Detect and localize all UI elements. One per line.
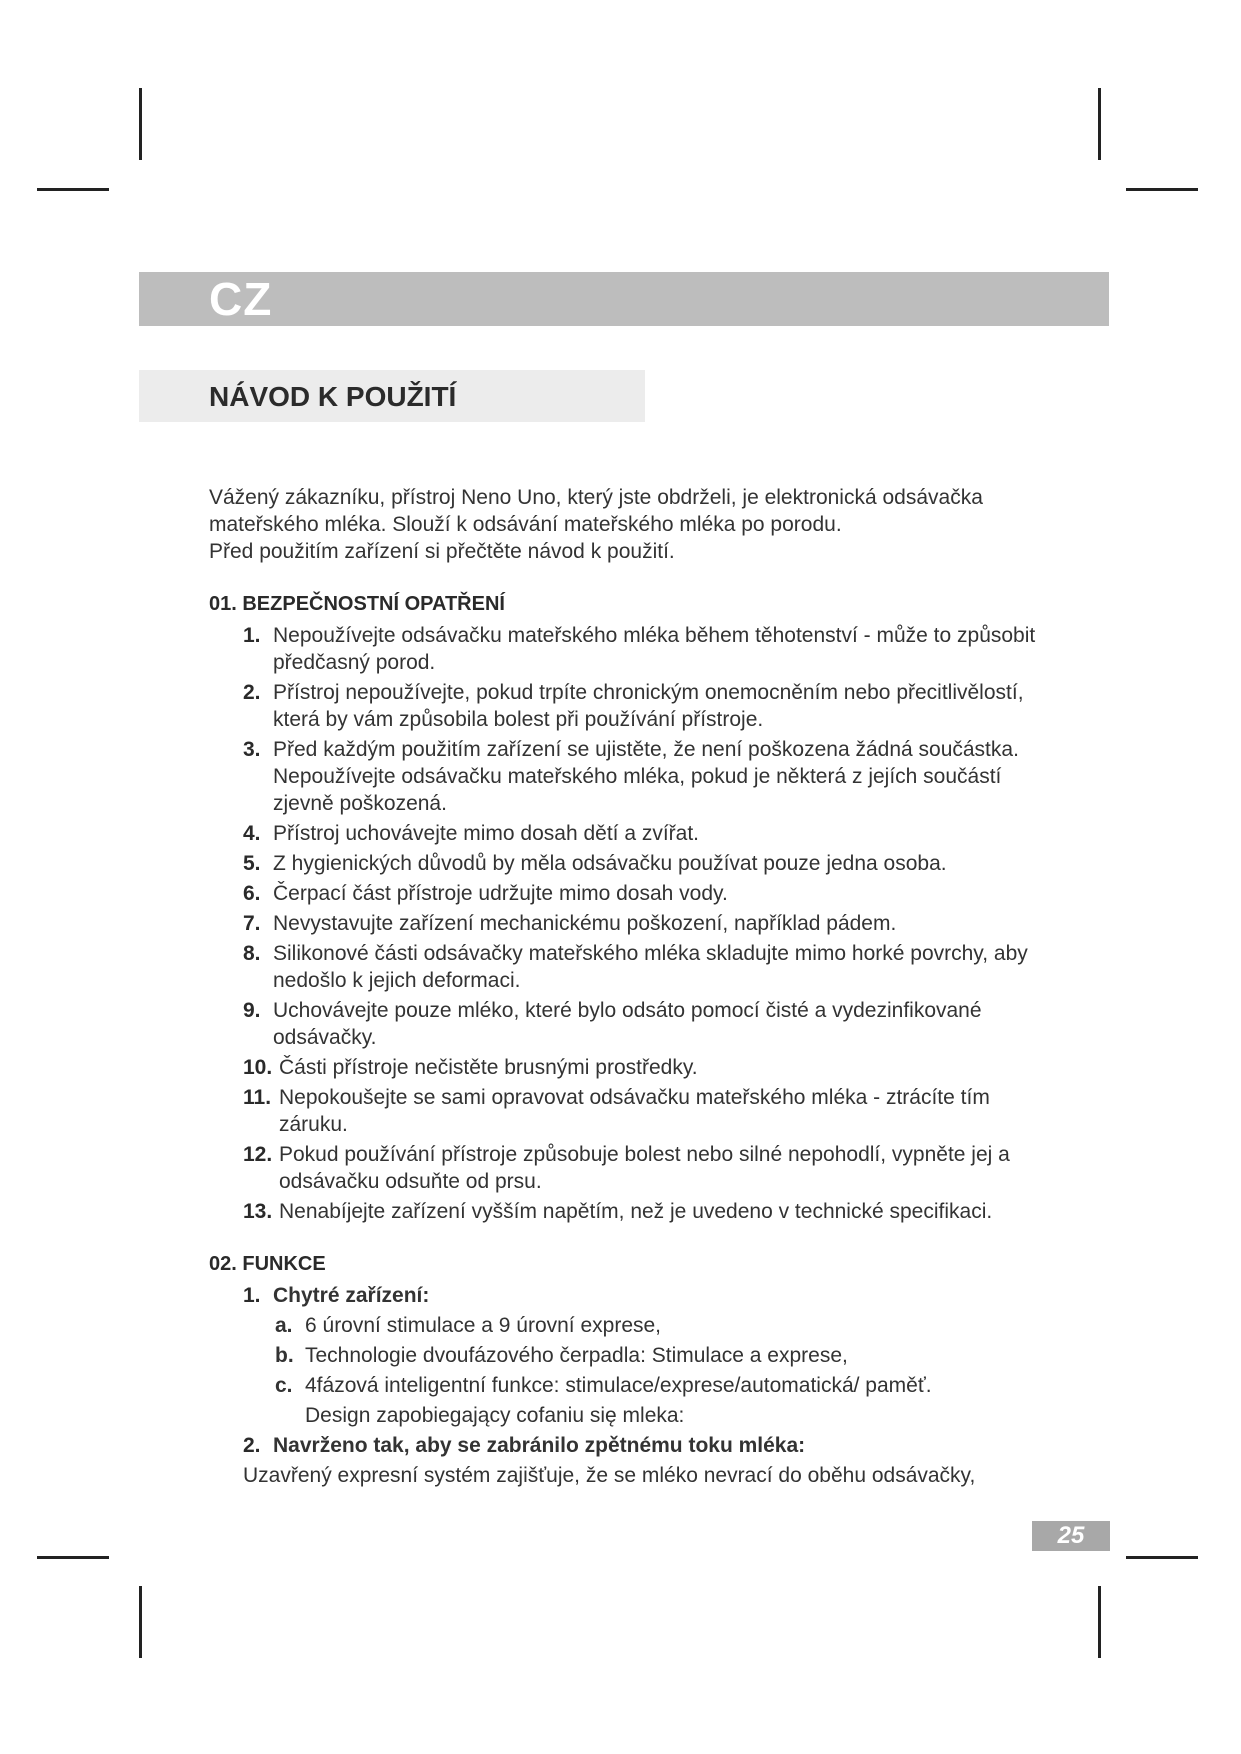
functions-list-2 xyxy=(209,1432,1059,1459)
language-code: CZ xyxy=(209,273,273,325)
list-item: 6. Čerpací část přístroje udržujte mimo dosah vody. xyxy=(243,882,728,905)
intro-paragraph xyxy=(209,484,1059,565)
list-item: 1. Nepoužívejte odsávačku mateřského mléka během těhotenství - může to způsobit předčasný porod. xyxy=(243,624,1036,674)
list-item: 9. Uchovávejte pouze mléko, které bylo odsáto pomocí čisté a vydezinfikované odsávačky. xyxy=(243,999,982,1049)
crop-mark-bottom-right-horizontal xyxy=(1126,1556,1198,1559)
crop-mark-top-right-vertical xyxy=(1098,88,1101,160)
list-item: a. 6 úrovní stimulace a 9 úrovní exprese, xyxy=(275,1314,662,1337)
crop-mark-bottom-left-vertical xyxy=(139,1586,142,1658)
functions-sub-list xyxy=(209,1312,1059,1399)
list-item: 13. Nenabíjejte zařízení vyšším napětím, než je uvedeno v technické specifikaci. xyxy=(243,1200,993,1223)
crop-mark-bottom-left-horizontal xyxy=(37,1556,109,1559)
list-item: 12. Pokud používání přístroje způsobuje bolest nebo silné nepohodlí, vypněte jej a odsávačku odsuňte od prsu. xyxy=(243,1143,1010,1193)
safety-list xyxy=(209,622,1059,1225)
list-item: 3. Před každým použitím zařízení se ujistěte, že není poškozena žádná součástka. Nepoužívejte odsávačku mateřského mléka, pokud je některá z jejích součástí zjevně poškozená. xyxy=(243,738,1019,815)
page-title: NÁVOD K POUŽITÍ xyxy=(209,381,457,412)
list-item: b. Technologie dvoufázového čerpadla: Stimulace a exprese, xyxy=(275,1344,848,1367)
intro-line: mateřského mléka. Slouží k odsávání mateřského mléka po porodu. xyxy=(209,513,842,536)
crop-mark-top-left-horizontal xyxy=(37,188,109,191)
safety-heading: 01. BEZPEČNOSTNÍ OPATŘENÍ xyxy=(209,593,505,615)
list-item: 1. Chytré zařízení: xyxy=(243,1284,430,1307)
list-item: 2. Přístroj nepoužívejte, pokud trpíte chronickým onemocněním nebo přecitlivělostí, která by vám způsobila bolest při používání přístroje. xyxy=(243,681,1024,731)
section-title-banner xyxy=(139,370,645,422)
list-item: 5. Z hygienických důvodů by měla odsávačku používat pouze jedna osoba. xyxy=(243,852,947,875)
list-item: 4. Přístroj uchovávejte mimo dosah dětí a zvířat. xyxy=(243,822,700,845)
design-note: Design zapobiegający cofaniu się mleka: xyxy=(305,1404,685,1427)
intro-line: Vážený zákazníku, přístroj Neno Uno, který jste obdrželi, je elektronická odsávačka xyxy=(209,486,983,509)
list-item: 8. Silikonové části odsávačky mateřského mléka skladujte mimo horké povrchy, aby nedošlo k jejich deformaci. xyxy=(243,942,1028,992)
list-item: c. 4fázová inteligentní funkce: stimulace/exprese/automatická/ paměť. xyxy=(275,1374,932,1397)
intro-line: Před použitím zařízení si přečtěte návod k použití. xyxy=(209,540,675,563)
crop-mark-top-right-horizontal xyxy=(1126,188,1198,191)
crop-mark-top-left-vertical xyxy=(139,88,142,160)
language-banner xyxy=(139,272,1109,326)
list-item: 2. Navrženo tak, aby se zabránilo zpětnému toku mléka: xyxy=(243,1434,806,1457)
page-number: 25 xyxy=(1032,1521,1110,1551)
list-item: 11. Nepokoušejte se sami opravovat odsávačku mateřského mléka - ztrácíte tím záruku. xyxy=(243,1086,990,1136)
document-body xyxy=(209,484,1059,1489)
functions-list xyxy=(209,1282,1059,1309)
continuation-text: Uzavřený expresní systém zajišťuje, že se mléko nevrací do oběhu odsávačky, xyxy=(243,1464,976,1487)
crop-mark-bottom-right-vertical xyxy=(1098,1586,1101,1658)
list-item: 7. Nevystavujte zařízení mechanickému poškození, například pádem. xyxy=(243,912,897,935)
list-item: 10. Části přístroje nečistěte brusnými prostředky. xyxy=(243,1056,698,1079)
functions-heading: 02. FUNKCE xyxy=(209,1253,326,1275)
